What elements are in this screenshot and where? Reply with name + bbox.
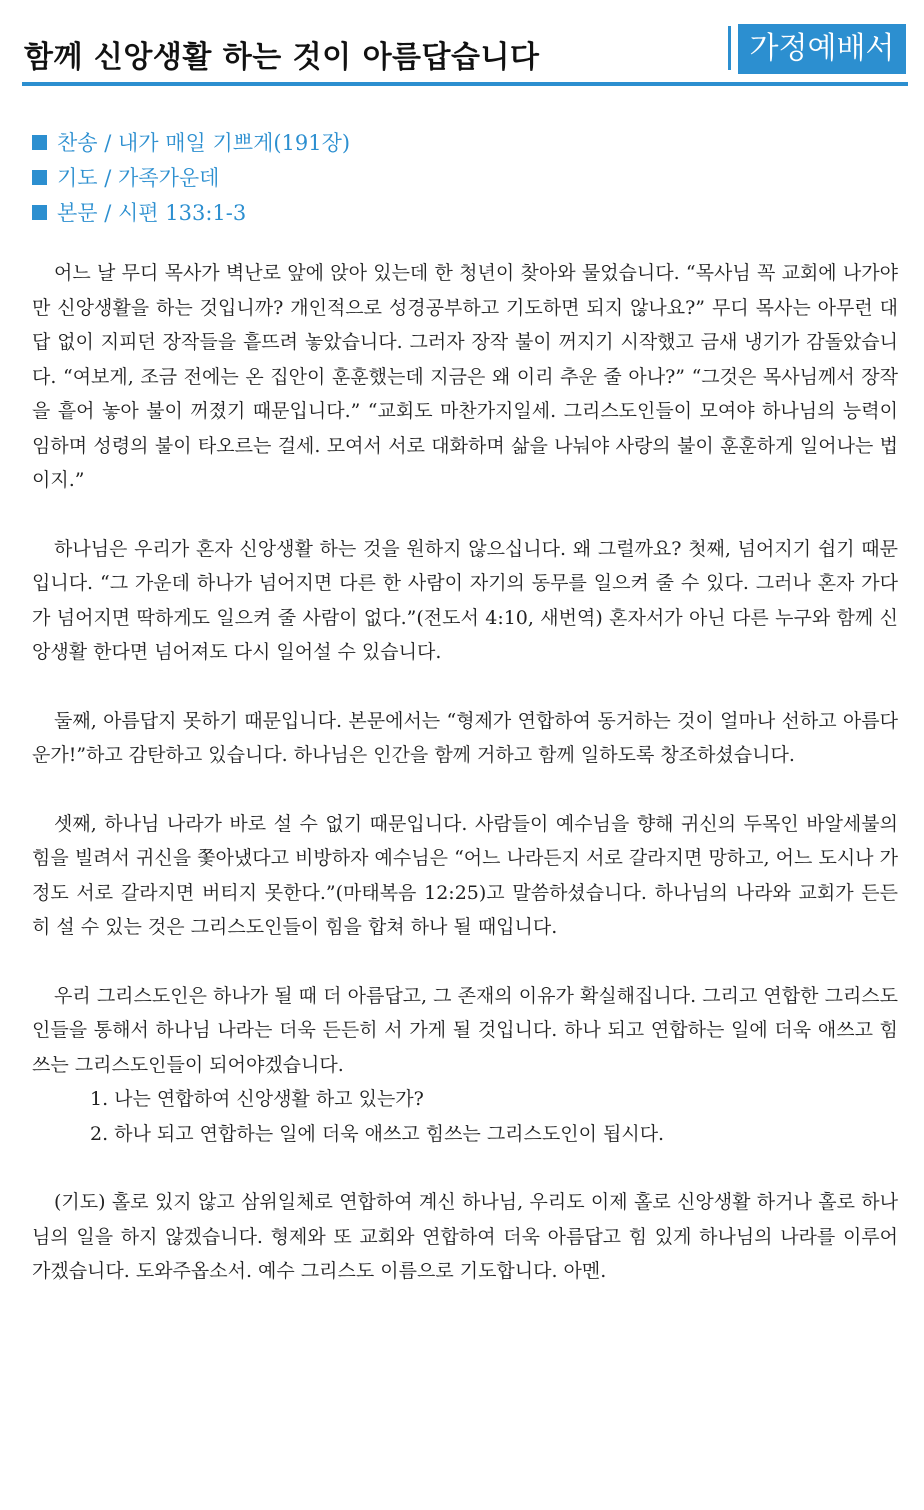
- prayer-leader-text: 기도 / 가족가운데: [57, 166, 220, 190]
- question-item: 2. 하나 되고 연합하는 일에 더욱 애쓰고 힘쓰는 그리스도인이 됩시다.: [90, 1122, 665, 1145]
- paragraph-first-reason: 하나님은 우리가 혼자 신앙생활 하는 것을 원하지 않으십니다. 왜 그럴까요? 첫째, 넘어지기 쉽기 때문입니다. “그 가운데 하나가 넘어지면 다른 한 사람이 자기의 동무를 일으켜 줄 수 있다. 그러나 혼자 가다가 넘어지면 딱하게도 일으켜 줄 사람이 없다.”(전도서 4:10, 새번역) 혼자서가 아닌 다른 누구와 함께 신앙생활 한다면 넘어져도 다시 일어설 수 있습니다.: [32, 537, 898, 663]
- sermon-body: [32, 256, 898, 1289]
- page-header: [22, 22, 908, 86]
- category-badge: 가정예배서: [738, 24, 906, 74]
- header-divider: [728, 26, 731, 70]
- page-title: 함께 신앙생활 하는 것이 아름답습니다: [24, 40, 540, 75]
- scripture-text: 본문 / 시편 133:1-3: [57, 201, 247, 225]
- hymn-info: [32, 126, 892, 161]
- worship-info: [32, 126, 892, 231]
- hymn-text: 찬송 / 내가 매일 기쁘게(191장): [57, 131, 351, 155]
- paragraph-second-reason: 둘째, 아름답지 못하기 때문입니다. 본문에서는 “형제가 연합하여 동거하는 것이 얼마나 선하고 아름다운가!”하고 감탄하고 있습니다. 하나님은 인간을 함께 거하고 함께 일하도록 창조하셨습니다.: [32, 709, 898, 766]
- conclusion-block: [32, 979, 898, 1152]
- paragraph-intro: 어느 날 무디 목사가 벽난로 앞에 앉아 있는데 한 청년이 찾아와 물었습니다. “목사님 꼭 교회에 나가야만 신앙생활을 하는 것입니까? 개인적으로 성경공부하고 기도하면 되지 않나요?” 무디 목사는 아무런 대답 없이 지피던 장작들을 흩뜨려 놓았습니다. 그러자 장작 불이 꺼지기 시작했고 금새 냉기가 감돌았습니다. “여보게, 조금 전에는 온 집안이 훈훈했는데 지금은 왜 이리 추운 줄 아나?” “그것은 목사님께서 장작을 흩어 놓아 불이 꺼졌기 때문입니다.” “교회도 마찬가지일세. 그리스도인들이 모여야 하나님의 능력이 임하며 성령의 불이 타오르는 걸세. 모여서 서로 대화하며 삶을 나눠야 사랑의 불이 훈훈하게 일어나는 법이지.”: [32, 262, 898, 491]
- square-bullet-icon: [32, 135, 47, 150]
- header-rule: [22, 82, 908, 86]
- question-item: 1. 나는 연합하여 신앙생활 하고 있는가?: [90, 1088, 424, 1110]
- scripture-info: [32, 196, 892, 231]
- paragraph-prayer: (기도) 홀로 있지 않고 삼위일체로 연합하여 계신 하나님, 우리도 이제 홀로 신앙생활 하거나 홀로 하나님의 일을 하지 않겠습니다. 형제와 또 교회와 연합하여 더욱 아름답고 힘 있게 하나님의 나라를 이루어 가겠습니다. 도와주옵소서. 예수 그리스도 이름으로 기도합니다. 아멘.: [32, 1191, 898, 1282]
- square-bullet-icon: [32, 170, 47, 185]
- paragraph-conclusion: 우리 그리스도인은 하나가 될 때 더 아름답고, 그 존재의 이유가 확실해집니다. 그리고 연합한 그리스도인들을 통해서 하나님 나라는 더욱 든든히 서 가게 될 것입니다. 하나 되고 연합하는 일에 더욱 애쓰고 힘쓰는 그리스도인들이 되어야겠습니다.: [32, 984, 898, 1076]
- prayer-info: [32, 161, 892, 196]
- paragraph-third-reason: 셋째, 하나님 나라가 바로 설 수 없기 때문입니다. 사람들이 예수님을 향해 귀신의 두목인 바알세불의 힘을 빌려서 귀신을 쫓아냈다고 비방하자 예수님은 “어느 나라든지 서로 갈라지면 망하고, 어느 도시나 가정도 서로 갈라지면 버티지 못한다.”(마태복음 12:25)고 말씀하셨습니다. 하나님의 나라와 교회가 든든히 설 수 있는 것은 그리스도인들이 힘을 합쳐 하나 될 때입니다.: [32, 812, 898, 938]
- square-bullet-icon: [32, 205, 47, 220]
